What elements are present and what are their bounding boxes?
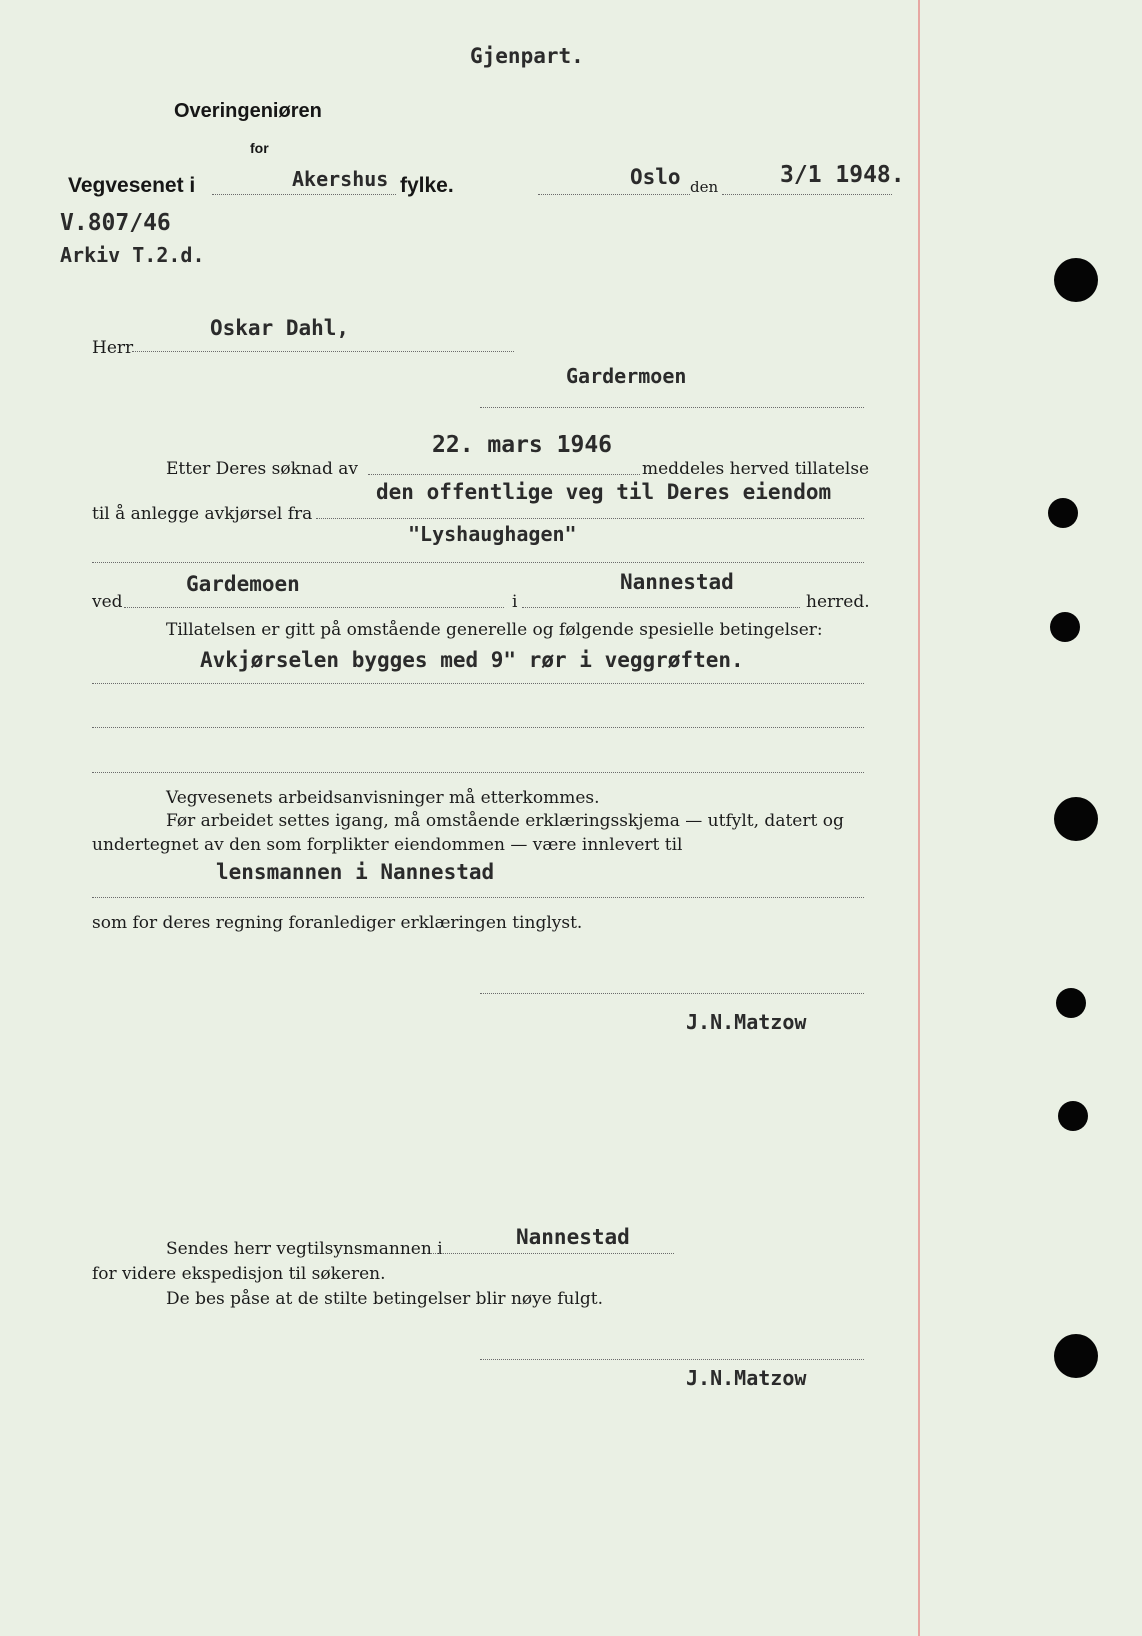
instructions-line2: Før arbeidet settes igang, må omstående erklæringsskjema — utfylt, datert og bbox=[166, 811, 844, 831]
submit-to: lensmannen i Nannestad bbox=[216, 860, 495, 884]
conditions-intro: Tillatelsen er gitt på omstående generelle og følgende spesielle betingelser: bbox=[166, 620, 823, 640]
forward-prefix: Sendes herr vegtilsynsmannen i bbox=[166, 1239, 443, 1259]
signature-1: J.N.Matzow bbox=[686, 1010, 807, 1034]
binder-hole bbox=[1048, 498, 1078, 528]
binder-hole bbox=[1056, 988, 1086, 1018]
sender-prefix: Vegvesenet i bbox=[68, 174, 196, 197]
application-suffix: meddeles herved tillatelse bbox=[642, 459, 870, 479]
municipality: Nannestad bbox=[620, 570, 734, 594]
location-prefix: ved bbox=[92, 592, 123, 612]
margin-rule bbox=[918, 0, 920, 1636]
county-suffix: fylke. bbox=[400, 174, 454, 197]
copy-label: Gjenpart. bbox=[470, 44, 584, 68]
place-filled: Oslo bbox=[630, 165, 681, 189]
signature-2: J.N.Matzow bbox=[686, 1366, 807, 1390]
registration-line: som for deres regning foranlediger erklæringen tinglyst. bbox=[92, 913, 583, 933]
purpose-prefix: til å anlegge avkjørsel fra bbox=[92, 504, 313, 524]
binder-hole bbox=[1054, 258, 1098, 302]
binder-hole bbox=[1058, 1101, 1088, 1131]
location-mid: i bbox=[512, 592, 518, 612]
binder-hole bbox=[1050, 612, 1080, 642]
location-place: Gardemoen bbox=[186, 572, 300, 596]
archive-code: Arkiv T.2.d. bbox=[60, 243, 205, 267]
forward-line3: De bes påse at de stilte betingelser blir nøye fulgt. bbox=[166, 1289, 604, 1309]
date-filled: 3/1 1948. bbox=[780, 162, 905, 188]
sender-for: for bbox=[250, 140, 269, 156]
location-suffix: herred. bbox=[806, 592, 870, 612]
instructions-line3: undertegnet av den som forplikter eiendommen — være innlevert til bbox=[92, 835, 683, 855]
county-filled: Akershus bbox=[292, 167, 389, 191]
application-prefix: Etter Deres søknad av bbox=[166, 459, 359, 479]
application-date: 22. mars 1946 bbox=[432, 432, 613, 458]
sender-title: Overingeniøren bbox=[174, 100, 322, 122]
purpose-line2: "Lyshaughagen" bbox=[408, 522, 577, 546]
date-prefix: den bbox=[690, 178, 719, 196]
recipient-address: Gardermoen bbox=[566, 364, 687, 388]
instructions-line1: Vegvesenets arbeidsanvisninger må etterkommes. bbox=[166, 788, 600, 808]
recipient-name: Oskar Dahl, bbox=[210, 316, 350, 340]
binder-hole bbox=[1054, 797, 1098, 841]
forward-line2: for videre ekspedisjon til søkeren. bbox=[92, 1264, 386, 1284]
forward-place: Nannestad bbox=[516, 1225, 630, 1249]
condition-text: Avkjørselen bygges med 9" rør i veggrøften. bbox=[200, 648, 744, 672]
purpose-line1: den offentlige veg til Deres eiendom bbox=[376, 480, 832, 504]
binder-hole bbox=[1054, 1334, 1098, 1378]
recipient-label: Herr bbox=[92, 338, 134, 358]
reference-number: V.807/46 bbox=[60, 210, 171, 236]
